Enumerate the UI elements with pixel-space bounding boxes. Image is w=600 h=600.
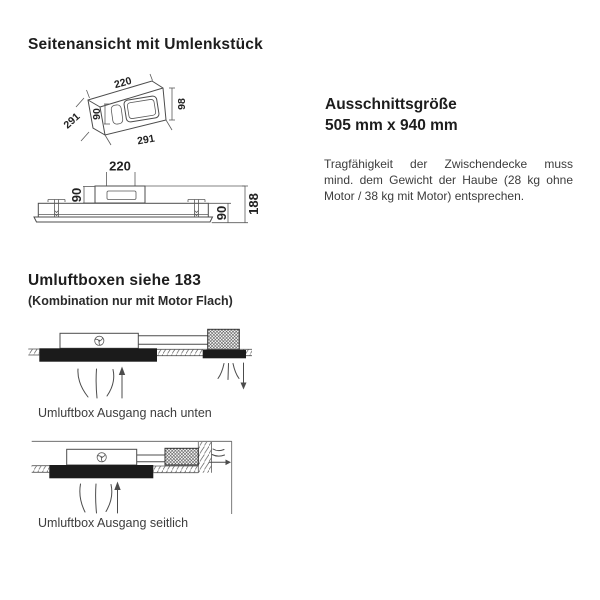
arrow-up bbox=[119, 367, 125, 376]
cutout-title: Ausschnittsgröße bbox=[325, 96, 457, 113]
umluftbox-down-diagram bbox=[25, 322, 255, 404]
iso-dim-220: 220 bbox=[112, 74, 134, 92]
load-capacity-note bbox=[324, 156, 573, 204]
isometric-duct-diagram bbox=[46, 72, 246, 152]
note-line: Motor / 38 kg mit Motor) entsprechen. bbox=[324, 189, 525, 203]
cutout-size: 505 mm x 940 mm bbox=[325, 117, 458, 134]
arrow-down bbox=[241, 383, 247, 390]
caption-outlet-down: Umluftbox Ausgang nach unten bbox=[38, 406, 212, 420]
cutout-block bbox=[325, 94, 458, 136]
profile-dim-90-body: 90 bbox=[214, 205, 229, 221]
caption-outlet-side: Umluftbox Ausgang seitlich bbox=[38, 516, 189, 530]
side-profile-diagram bbox=[30, 158, 265, 230]
iso-dim-291-left: 291 bbox=[61, 110, 83, 132]
arrow-up bbox=[114, 482, 120, 491]
connecting-duct bbox=[138, 336, 208, 345]
wall-section bbox=[198, 442, 211, 473]
iso-dim-90: 90 bbox=[91, 108, 103, 120]
dim-220-extensions bbox=[107, 172, 136, 186]
connecting-duct bbox=[137, 455, 165, 462]
umluftbox-side-diagram bbox=[25, 438, 240, 518]
iso-dim-291-bottom: 291 bbox=[136, 132, 156, 148]
section-title-side-view: Seitenansicht mit Umlenkstück bbox=[28, 36, 263, 53]
dim-90-spigot-bracket bbox=[83, 187, 95, 204]
profile-dim-90-spigot: 90 bbox=[69, 187, 84, 203]
umluftbox-panel bbox=[203, 350, 246, 358]
airflow-outlet-down bbox=[218, 363, 244, 384]
umluftbox bbox=[165, 448, 198, 465]
note-line: Tragfähigkeit der Zwischendecke muss bbox=[324, 157, 573, 171]
iso-dim-98: 98 bbox=[176, 98, 188, 110]
profile-dim-188: 188 bbox=[246, 193, 261, 215]
hood-body bbox=[34, 203, 213, 222]
duct-body-outline bbox=[88, 81, 166, 135]
airflow-intake bbox=[80, 484, 118, 513]
profile-dim-220: 220 bbox=[109, 158, 131, 174]
hood-panel bbox=[49, 465, 153, 478]
duct-spigot bbox=[95, 186, 145, 203]
arrow-right bbox=[226, 460, 232, 466]
airflow-intake bbox=[78, 369, 122, 398]
note-line: mind. dem Gewicht der Haube (28 kg ohne bbox=[324, 173, 573, 187]
umluftbox bbox=[208, 329, 240, 350]
section-subtitle-umluftboxen: (Kombination nur mit Motor Flach) bbox=[28, 294, 233, 308]
hood-panel bbox=[39, 348, 157, 361]
section-title-umluftboxen: Umluftboxen siehe 183 bbox=[28, 272, 202, 289]
